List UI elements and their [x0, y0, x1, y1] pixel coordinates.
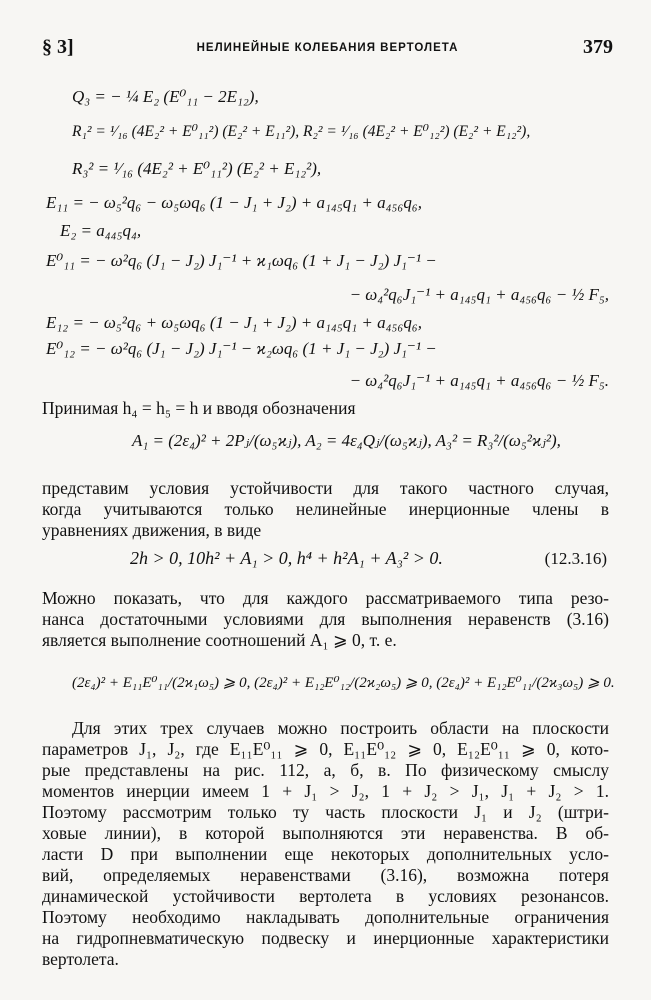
text-line: Для этих трех случаев можно построить области на плоскости: [72, 718, 609, 738]
text-line: вертолета.: [42, 949, 119, 969]
text-line: Принимая h₄ = h₅ = h и вводя обозначения: [42, 398, 356, 418]
equation-q3: Q₃ = − ¼ E₂ (E⁰₁₁ − 2E₁₂),: [72, 87, 259, 106]
text-line: представим условия устойчивости для такого частного случая,: [42, 478, 609, 498]
paragraph-stability: [42, 478, 609, 541]
equation-e12-0-line2: − ω₄²q₆J₁⁻¹ + a₁₄₅q₁ + a₄₅₆q₆ − ½ F₅.: [349, 371, 609, 390]
equation-e11-0-line1: E⁰₁₁ = − ω²q₆ (J₁ − J₂) J₁⁻¹ + ϰ₁ωq₆ (1 + J₁ − J₂) J₁⁻¹ −: [46, 251, 437, 270]
text-line: нанса достаточными условиями для выполнения неравенств (3.16): [42, 609, 609, 629]
text-line: параметров J₁, J₂, где E₁₁E⁰₁₁ ⩾ 0, E₁₁E⁰₁₂ ⩾ 0, E₁₂E⁰₁₁ ⩾ 0, кото-: [42, 739, 609, 759]
text-line: вий, определяемых неравенствами (3.16), возможна потеря: [42, 865, 609, 885]
page-number: 379: [583, 36, 613, 58]
text-line: Поэтому необходимо накладывать дополнительные ограничения: [42, 907, 609, 927]
equation-r3: R₃² = ¹⁄₁₆ (4E₂² + E⁰₁₁²) (E₂² + E₁₂²),: [72, 159, 322, 178]
paragraph-intro: [42, 398, 609, 419]
paragraph-sufficient: [42, 588, 609, 651]
text-line: рые представлены на рис. 112, а, б, в. По физическому смыслу: [42, 760, 609, 780]
equation-r1-r2: R₁² = ¹⁄₁₆ (4E₂² + E⁰₁₁²) (E₂² + E₁₁²), R₂² = ¹⁄₁₆ (4E₂² + E⁰₁₂²) (E₂² + E₁₂²),: [72, 123, 531, 140]
equation-e11: E₁₁ = − ω₅²q₆ − ω₅ωq₆ (1 − J₁ + J₂) + a₁₄₅q₁ + a₄₅₆q₆,: [46, 193, 423, 212]
equation-number: (12.3.16): [544, 549, 607, 568]
equation-e2: E₂ = a₄₄₅q₄,: [60, 221, 142, 240]
equation-e11-0-line2: − ω₄²q₆J₁⁻¹ + a₁₄₅q₁ + a₄₅₆q₆ − ½ F₅,: [349, 285, 609, 304]
text-line: уравнениях движения, в виде: [42, 520, 262, 540]
text-line: ласти D при выполнении еще некоторых дополнительных усло-: [42, 844, 609, 864]
section-mark: § 3]: [42, 36, 74, 58]
equation-sufficient-conditions: (2ε₄)² + E₁₁E⁰₁₁/(2ϰ₁ω₅) ⩾ 0, (2ε₄)² + E₁₂E⁰₁₂/(2ϰ₂ω₅) ⩾ 0, (2ε₄)² + E₁₂E⁰₁₁/(2ϰ₃ω₅) ⩾ 0.: [72, 675, 615, 691]
equation-a-definitions: A₁ = (2ε₄)² + 2Pⱼ/(ω₅ϰⱼ), A₂ = 4ε₄Qⱼ/(ω₅ϰⱼ), A₃² = R₃²/(ω₅²ϰⱼ²),: [132, 431, 561, 450]
text-line: когда учитываются только нелинейные инерционные члены в: [42, 499, 609, 519]
text-line: является выполнение соотношений A₁ ⩾ 0, т. е.: [42, 630, 397, 650]
text-line: на гидропневматическую подвеску и инерционные характеристики: [42, 928, 609, 948]
equation-stability-conditions: 2h > 0, 10h² + A₁ > 0, h⁴ + h²A₁ + A₃² > 0.: [130, 548, 443, 568]
text-line: ховые линии), в которой выполняются эти неравенства. В об-: [42, 823, 609, 843]
equation-e12: E₁₂ = − ω₅²q₆ + ω₅ωq₆ (1 − J₁ + J₂) + a₁₄₅q₁ + a₄₅₆q₆,: [46, 313, 423, 332]
text-line: динамической устойчивости вертолета в условиях резонансов.: [42, 886, 609, 906]
text-line: Поэтому рассмотрим только ту часть плоскости J₁ и J₂ (штри-: [42, 802, 609, 822]
text-line: Можно показать, что для каждого рассматриваемого типа резо-: [42, 588, 609, 608]
chapter-title: НЕЛИНЕЙНЫЕ КОЛЕБАНИЯ ВЕРТОЛЕТА: [196, 42, 459, 54]
text-line: моментов инерции имеем 1 + J₁ > J₂, 1 + J₂ > J₁, J₁ + J₂ > 1.: [42, 781, 609, 801]
running-header: [42, 36, 613, 62]
equation-e12-0-line1: E⁰₁₂ = − ω²q₆ (J₁ − J₂) J₁⁻¹ − ϰ₂ωq₆ (1 + J₁ − J₂) J₁⁻¹ −: [46, 339, 437, 358]
paragraph-regions: [42, 718, 609, 970]
